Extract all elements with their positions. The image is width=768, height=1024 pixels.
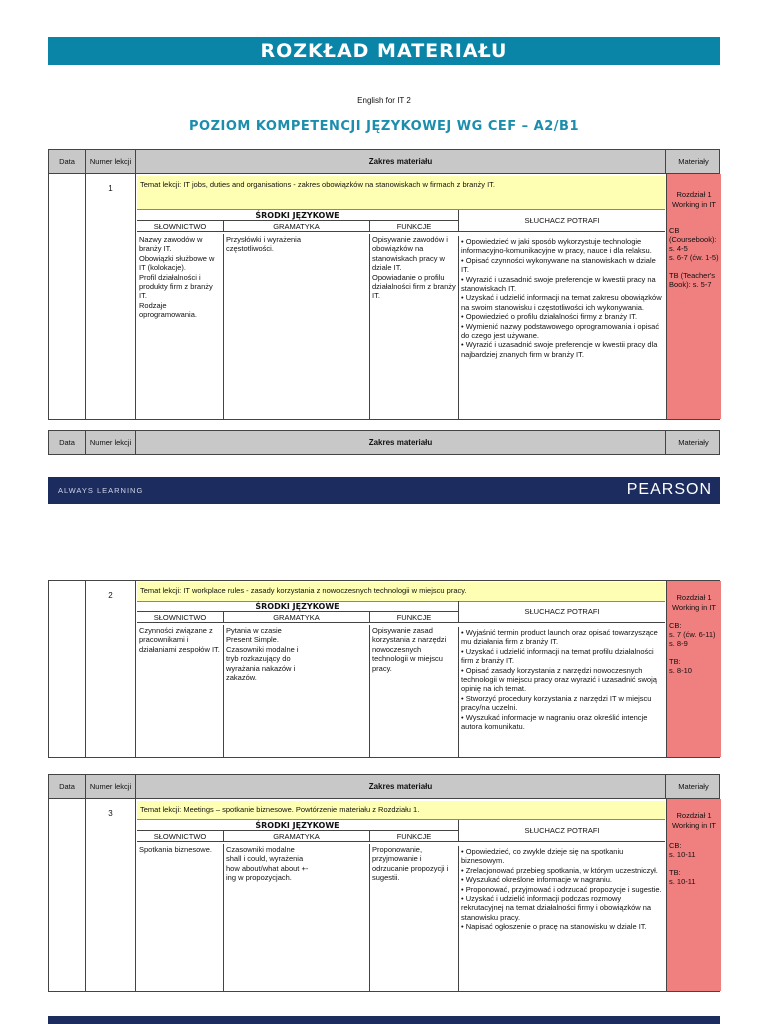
slownictwo-header: SŁOWNICTWO [137,831,224,842]
sluchacz-list: • Opowiedzieć w jaki sposób wykorzystuje technologie informacyjno-komunikacyjne w pracy, nauce i dla relaksu. • Opisać czynności wykonywane na stanowiskach w dziale IT. • Wyrazić i uzasadnić swoje preferencje w kwestii pracy na stanowiskach IT. • Uzyskać i udzielić informacji na temat zakresu obowiązków na swoim stanowisku i częstotliwości ich wykonywania. • Opowiedzieć o profilu działalności firmy z branży IT. • Wymienić nazwy podstawowego oprogramowania i opisać do czego jest używane. • Wyrazić i uzasadnić swoje preferencje w kwestii pracy dla najbardziej znanych firm w branży IT. [458,236,666,419]
lesson-number: 2 [86,581,136,757]
funkcje-header: FUNKCJE [370,221,458,232]
lesson-block [48,799,720,992]
slownictwo-cell: Spotkania biznesowe. [137,844,224,991]
header-zakres: Zakres materiału [136,150,666,173]
funkcje-header: FUNKCJE [370,831,458,842]
slownictwo-header: SŁOWNICTWO [137,612,224,623]
chapter-title: Working in IT [671,200,717,209]
slownictwo-cell: Nazwy zawodów w branży IT. Obowiązki służbowe w IT (kolokacje). Profil działalności i produkty firm z branży IT. Rodzaje oprogramowania. [137,234,224,419]
header-materialy: Materiały [678,157,709,166]
cef-level-title: POZIOM KOMPETENCJI JĘZYKOWEJ WG CEF – A2/B1 [189,119,579,134]
funkcje-cell: Opisywanie zasad korzystania z narzędzi nowoczesnych technologii w miejscu pracy. [372,626,447,673]
sluchacz-header: SŁUCHACZ POTRAFI [458,210,665,232]
pearson-logo: PEARSON [626,481,712,498]
gramatyka-cell: Czasowniki modalne shall i could, wyrażenia how about/what about +-ing w propozycjach. [224,844,370,991]
page-footer [48,477,720,504]
chapter-label: Rozdział 1 [676,190,712,199]
srodki-header: ŚRODKI JĘZYKOWE [137,820,458,831]
lesson-number: 1 [86,174,136,419]
header-numer: Numer lekcji [86,150,136,173]
always-learning-label: ALWAYS LEARNING [58,486,144,495]
table-header: Data Numer lekcji Zakres materiału Materiały [48,774,720,799]
gramatyka-cell: Przysłówki i wyrażenia częstotliwości. [224,234,370,419]
sluchacz-header: SŁUCHACZ POTRAFI [458,820,665,842]
chapter-label: Rozdział 1 [676,811,712,820]
page-banner: ROZKŁAD MATERIAŁU [48,37,720,65]
lesson-number: 3 [86,799,136,991]
chapter-title: Working in IT [671,821,717,830]
header-data: Data [49,150,86,173]
lesson-date-cell [49,174,86,419]
lesson-topic: Temat lekcji: Meetings – spotkanie biznesowe. Powtórzenie materiału z Rozdziału 1. [137,801,665,820]
lesson-block [48,174,720,420]
slownictwo-header: SŁOWNICTWO [137,221,224,232]
course-subtitle: English for IT 2 [357,96,411,105]
materials-cell: Rozdział 1 Working in IT CB (Coursebook): s. 4-5 s. 6-7 (ćw. 1-5) TB (Teacher's Book): s. 5-7 [666,174,721,419]
chapter-label: Rozdział 1 [676,593,712,602]
sluchacz-list: • Opowiedzieć, co zwykle dzieje się na spotkaniu biznesowym. • Zrelacjonować przebieg spotkania, w którym uczestniczył. • Wyszukać określone informacje w nagraniu. • Proponować, przyjmować i odrzucać propozycje i sugestie. • Uzyskać i udzielić informacji podczas rozmowy rekrutacyjnej na temat działalności firmy i obowiązków na stanowisku pracy. • Napisać ogłoszenie o pracę na stanowisku w dziale IT. [458,846,666,991]
gramatyka-header: GRAMATYKA [224,831,370,842]
sluchacz-header: SŁUCHACZ POTRAFI [458,601,665,623]
srodki-header: ŚRODKI JĘZYKOWE [137,210,458,221]
chapter-title: Working in IT [671,603,717,612]
table-header: Data Numer lekcji Zakres materiału Materiały [48,430,720,455]
materials-cell: Rozdział 1 Working in IT CB: s. 7 (ćw. 6-11) s. 8-9 TB: s. 8-10 [666,581,721,757]
funkcje-cell: Proponowanie, przyjmowanie i odrzucanie propozycji i sugestii. [372,845,449,883]
table-header [48,149,720,174]
lesson-date-cell [49,799,86,991]
funkcje-cell: Opisywanie zawodów i obowiązków na stanowiskach pracy w dziale IT. Opowiadanie o profilu działalności firm z branży IT. [372,235,456,301]
slownictwo-cell: Czynności związane z pracownikami i działaniami zespołów IT. [137,625,224,757]
next-page-footer-edge [48,1016,720,1024]
gramatyka-header: GRAMATYKA [224,221,370,232]
sluchacz-list: • Wyjaśnić termin product launch oraz opisać towarzyszące mu działania firm z branży IT. • Uzyskać i udzielić informacji na temat profilu działalności firm z branży IT. • Opisać zasady korzystania z narzędzi nowoczesnych technologii w miejscu pracy oraz wyrazić i uzasadnić swoją opinię na ich temat. • Stworzyć procedury korzystania z narzędzi IT w miejscu pracy/na uczelni. • Wyszukać informacje w nagraniu oraz określić intencje autora komunikatu. [458,627,666,757]
lesson-block [48,580,720,758]
lesson-topic: Temat lekcji: IT workplace rules - zasady korzystania z nowoczesnych technologii w miejscu pracy. [137,582,665,602]
gramatyka-header: GRAMATYKA [224,612,370,623]
funkcje-header: FUNKCJE [370,612,458,623]
srodki-header: ŚRODKI JĘZYKOWE [137,601,458,612]
materials-cell: Rozdział 1 Working in IT CB: s. 10-11 TB: s. 10-11 [666,799,721,991]
lesson-date-cell [49,581,86,757]
lesson-topic: Temat lekcji: IT jobs, duties and organisations - zakres obowiązków na stanowiskach w firmach z branży IT. [137,176,665,210]
gramatyka-cell: Pytania w czasie Present Simple. Czasowniki modalne i tryb rozkazujący do wyrażania nakazów i zakazów. [224,625,370,757]
